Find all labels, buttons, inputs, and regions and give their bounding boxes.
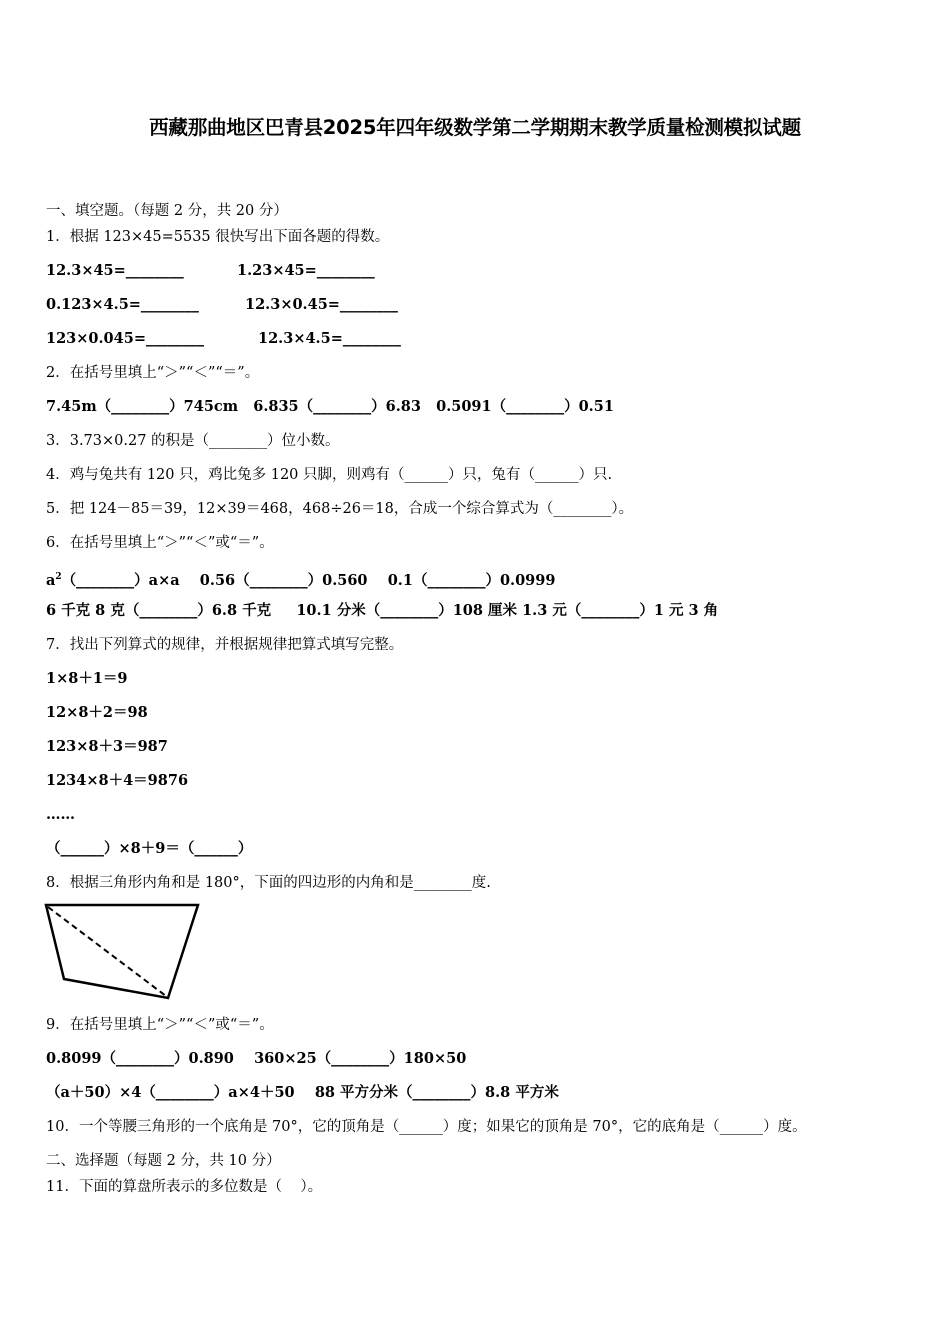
q7-formula-3: 123×8＋3＝987: [46, 738, 168, 755]
section-heading-choice: 二、选择题（每题 2 分，共 10 分）: [46, 1153, 281, 1169]
a-base: a: [46, 571, 56, 589]
q1-item-d: 12.3×0.45=________: [245, 296, 398, 313]
section-heading-fill-blank: 一、填空题。（每题 2 分，共 20 分）: [46, 203, 288, 219]
q1-item-b: 1.23×45=________: [237, 262, 375, 279]
quadrilateral-figure: [44, 902, 204, 1002]
question-1-stem: 1．根据 123×45=5535 很快写出下面各题的得数。: [46, 229, 390, 245]
question-5: 5．把 124－85＝39，12×39＝468，468÷26＝18，合成一个综合算式为（________）。: [46, 501, 634, 517]
question-9-line-2: （a＋50）×4（________）a×4＋50 88 平方分米（________）8.8 平方米: [46, 1084, 559, 1101]
question-3: 3．3.73×0.27 的积是（________）位小数。: [46, 433, 340, 449]
q1-item-f: 12.3×4.5=________: [258, 330, 401, 347]
question-6-line-1: [46, 568, 555, 590]
q7-formula-1: 1×8＋1＝9: [46, 670, 128, 687]
q6-line-1-rest: （________）a×a 0.56（________）0.560 0.1（________）0.0999: [61, 571, 556, 589]
question-10: 10．一个等腰三角形的一个底角是 70°，它的顶角是（______）度；如果它的顶角是 70°，它的底角是（______）度。: [46, 1119, 807, 1135]
q1-item-a: 12.3×45=________: [46, 262, 184, 279]
question-1-row-2: [46, 296, 398, 314]
quadrilateral-outline: [46, 905, 198, 998]
question-7-stem: 7．找出下列算式的规律，并根据规律把算式填写完整。: [46, 637, 404, 653]
question-8: 8．根据三角形内角和是 180°，下面的四边形的内角和是________度.: [46, 875, 491, 891]
q7-formula-2: 12×8＋2＝98: [46, 704, 148, 721]
q7-formula-4: 1234×8＋4＝9876: [46, 772, 189, 789]
q7-formula-blank: （______）×8＋9＝（______）: [46, 840, 253, 857]
exponent: 2: [55, 572, 62, 582]
question-1-row-1: [46, 262, 375, 280]
question-2-line: 7.45m（________）745cm 6.835（________）6.83 0.5091（________）0.51: [46, 398, 614, 415]
question-1-row-3: [46, 330, 401, 348]
question-9-stem: 9．在括号里填上“＞”“＜”或“＝”。: [46, 1017, 274, 1033]
question-2-stem: 2．在括号里填上“＞”“＜”“＝”。: [46, 365, 260, 381]
question-6-line-2: 6 千克 8 克（________）6.8 千克 10.1 分米（________）108 厘米 1.3 元（________）1 元 3 角: [46, 602, 719, 619]
question-4: 4．鸡与兔共有 120 只，鸡比兔多 120 只脚，则鸡有（______）只，兔有（______）只.: [46, 467, 613, 483]
q1-item-c: 0.123×4.5=________: [46, 296, 199, 313]
dashed-diagonal: [48, 907, 166, 996]
question-9-line-1: 0.8099（________）0.890 360×25（________）180×50: [46, 1050, 467, 1067]
question-6-stem: 6．在括号里填上“＞”“＜”或“＝”。: [46, 535, 274, 551]
q7-ellipsis: ……: [46, 806, 75, 823]
page-title: 西藏那曲地区巴青县2025年四年级数学第二学期期末教学质量检测模拟试题: [149, 116, 801, 139]
question-11: 11．下面的算盘所表示的多位数是（ ）。: [46, 1179, 323, 1195]
q1-item-e: 123×0.045=________: [46, 330, 204, 347]
